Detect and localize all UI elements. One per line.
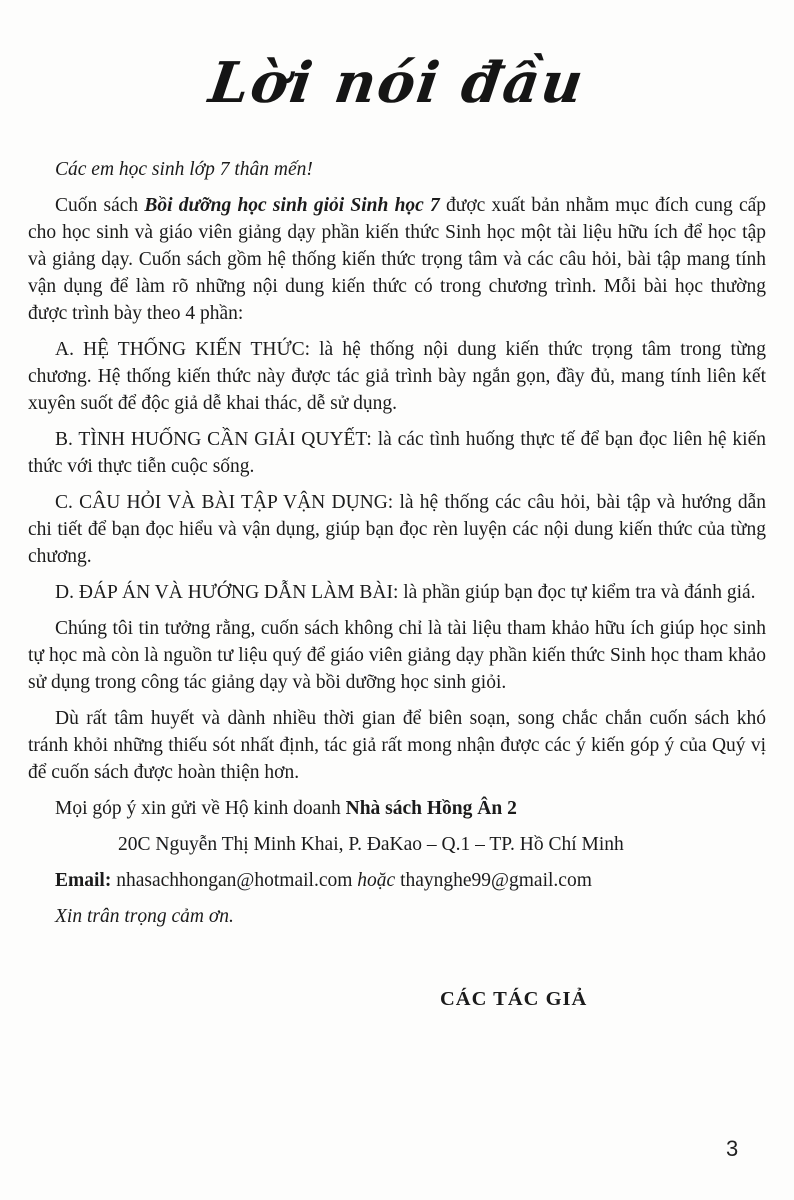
authors-signature: CÁC TÁC GIẢ (440, 988, 588, 1010)
section-d-text: là phần giúp bạn đọc tự kiểm tra và đánh giá. (403, 582, 756, 603)
greeting-line: Các em học sinh lớp 7 thân mến! (55, 159, 313, 180)
email-label: Email: (55, 870, 112, 891)
section-d-paragraph (28, 579, 766, 606)
store-name: Nhà sách Hồng Ân 2 (345, 798, 517, 819)
section-c-text: là hệ thống các câu hỏi, bài tập và hướng dẫn chi tiết để bạn đọc hiểu và vận dụng, giúp bạn đọc rèn luyện các nội dung kiến thức của từng chương. (28, 492, 766, 567)
section-c-label: C. CÂU HỎI VÀ BÀI TẬP VẬN DỤNG: (55, 492, 394, 513)
intro-lead: Cuốn sách (55, 195, 139, 216)
section-d-label: D. ĐÁP ÁN VÀ HƯỚNG DẪN LÀM BÀI: (55, 582, 399, 603)
page-body (28, 156, 766, 1013)
section-a-label: A. HỆ THỐNG KIẾN THỨC: (55, 339, 311, 360)
page-number: 3 (726, 1136, 739, 1161)
section-c-paragraph (28, 489, 766, 570)
section-a-paragraph (28, 336, 766, 417)
intro-rest: được xuất bản nhằm mục đích cung cấp cho học sinh và giáo viên giảng dạy phần kiến thức Sinh học một tài liệu hữu ích để học tập và giảng dạy. Cuốn sách gồm hệ thống kiến thức trọng tâm và các câu hỏi, bài tập mang tính vận dụng để làm rõ những nội dung kiến thức có trong chương trình. Mỗi bài học thường được trình bày theo 4 phần: (28, 195, 767, 324)
intro-paragraph (28, 192, 766, 327)
feedback-line (28, 795, 766, 822)
section-a-text: là hệ thống nội dung kiến thức trọng tâm trong từng chương. Hệ thống kiến thức này được tác giả trình bày ngắn gọn, đầy đủ, mang tính liên kết xuyên suốt để độc giả dễ khai thác, dễ sử dụng. (28, 339, 767, 414)
address-line: 20C Nguyễn Thị Minh Khai, P. ĐaKao – Q.1 – TP. Hồ Chí Minh (118, 834, 624, 855)
section-b-text: là các tình huống thực tế để bạn đọc liên hệ kiến thức với thực tiễn cuộc sống. (28, 429, 766, 477)
email-separator: hoặc (357, 870, 396, 891)
section-b-label: B. TÌNH HUỐNG CẦN GIẢI QUYẾT: (55, 429, 372, 450)
closing-paragraph-2: Dù rất tâm huyết và dành nhiều thời gian để biên soạn, song chắc chắn cuốn sách khó tránh khỏi những thiếu sót nhất định, tác giả rất mong nhận được các ý kiến góp ý của Quý vị để cuốn sách được hoàn thiện hơn. (28, 708, 766, 783)
email-line (28, 867, 766, 894)
email-primary: nhasachhongan@hotmail.com (116, 870, 353, 891)
thanks-line: Xin trân trọng cảm ơn. (55, 906, 234, 927)
page-title: Lời nói đầu (205, 50, 589, 116)
email-secondary: thaynghe99@gmail.com (400, 870, 592, 891)
book-title: Bồi dưỡng học sinh giỏi Sinh học 7 (144, 195, 440, 216)
closing-paragraph-1: Chúng tôi tin tưởng rằng, cuốn sách không chỉ là tài liệu tham khảo hữu ích giúp học sinh tự học mà còn là nguồn tư liệu quý để giáo viên giảng dạy phần kiến thức Sinh học tham khảo sử dụng trong công tác giảng dạy và bồi dưỡng học sinh giỏi. (28, 618, 766, 693)
section-b-paragraph (28, 426, 766, 480)
feedback-lead: Mọi góp ý xin gửi về Hộ kinh doanh (55, 798, 341, 819)
